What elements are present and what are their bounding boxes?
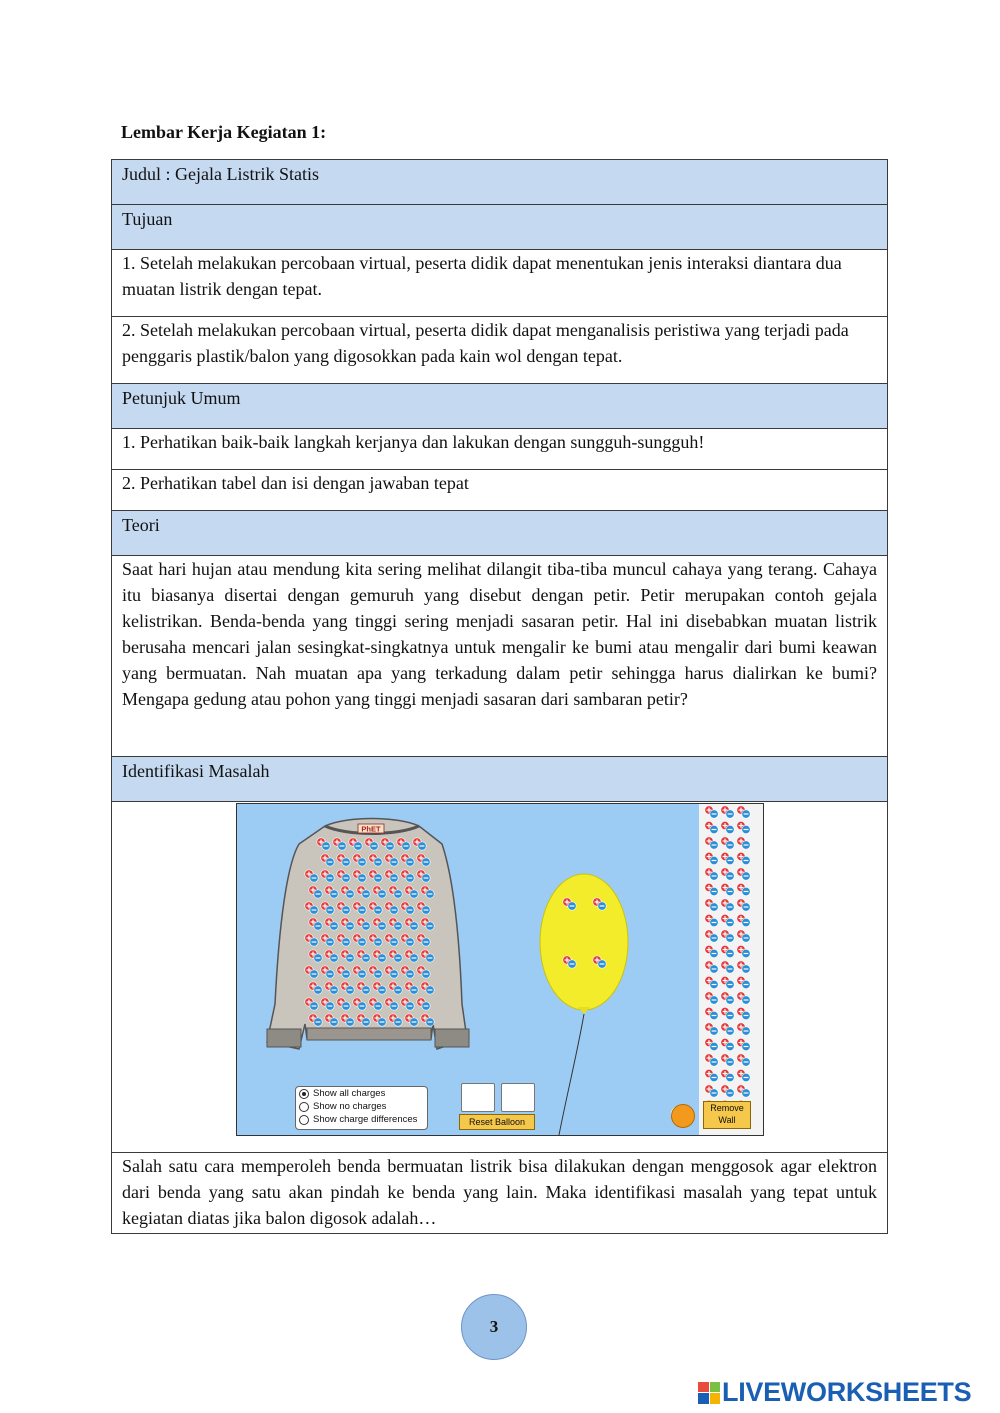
worksheet-table <box>111 159 888 1234</box>
refresh-icon[interactable] <box>671 1104 695 1128</box>
simulation-cell <box>112 802 888 1153</box>
two-balloons-button[interactable] <box>501 1083 535 1112</box>
brand-watermark <box>698 1377 971 1408</box>
reset-balloon-button[interactable]: Reset Balloon <box>459 1114 535 1130</box>
petunjuk-header: Petunjuk Umum <box>112 384 888 429</box>
remove-wall-button[interactable]: Remove Wall <box>703 1101 751 1129</box>
teori-text: Saat hari hujan atau mendung kita sering melihat dilangit tiba-tiba muncul cahaya yang terang. Cahaya itu biasanya disertai dengan gemuruh yang disebut dengan petir. Petir merupakan contoh gejala kelistrikan. Benda-benda yang tinggi sering menjadi sasaran petir. Hal ini disebabkan muatan listrik berusaha mencari jalan sesingkat-singkatnya untuk mengalir ke bumi atau mengalir dari bumi keawan yang bermuatan. Nah muatan apa yang terkadung dalam petir sehingga harus dialirkan ke bumi? Mengapa gedung atau pohon yang tinggi menjadi sasaran dari sambaran petir? <box>112 556 888 757</box>
petunjuk-item-1: 1. Perhatikan baik-baik langkah kerjanya dan lakukan dengan sungguh-sungguh! <box>112 429 888 470</box>
option-show-differences[interactable]: Show charge differences <box>299 1113 427 1126</box>
tujuan-item-1: 1. Setelah melakukan percobaan virtual, peserta didik dapat menentukan jenis interaksi diantara dua muatan listrik dengan tepat. <box>112 250 888 317</box>
balloon[interactable] <box>540 874 628 1135</box>
radio-icon[interactable] <box>299 1089 309 1099</box>
option-show-none[interactable]: Show no charges <box>299 1100 427 1113</box>
liveworksheets-logo-icon <box>698 1382 720 1404</box>
identifikasi-text: Salah satu cara memperoleh benda bermuatan listrik bisa dilakukan dengan menggosok agar elektron dari benda yang satu akan pindah ke benda yang lain. Maka identifikasi masalah yang tepat untuk kegiatan diatas jika balon digosok adalah… <box>112 1153 888 1234</box>
charge-options <box>295 1086 428 1130</box>
balloon-simulation-image <box>236 803 764 1136</box>
teori-header: Teori <box>112 511 888 556</box>
sweater <box>267 819 469 1050</box>
brand-name: LIVEWORKSHEETS <box>722 1377 972 1407</box>
radio-icon[interactable] <box>299 1102 309 1112</box>
radio-icon[interactable] <box>299 1115 309 1125</box>
single-balloon-button[interactable] <box>461 1083 495 1112</box>
petunjuk-item-2: 2. Perhatikan tabel dan isi dengan jawaban tepat <box>112 470 888 511</box>
identifikasi-header: Identifikasi Masalah <box>112 757 888 802</box>
title-row: Judul : Gejala Listrik Statis <box>112 160 888 205</box>
tujuan-item-2: 2. Setelah melakukan percobaan virtual, peserta didik dapat menganalisis peristiwa yang terjadi pada penggaris plastik/balon yang digosokkan pada kain wol dengan tepat. <box>112 317 888 384</box>
page-number: 3 <box>461 1294 527 1360</box>
worksheet-heading: Lembar Kerja Kegiatan 1: <box>121 122 327 142</box>
option-show-all[interactable]: Show all charges <box>299 1087 427 1100</box>
sweater-label: PhET <box>361 824 381 834</box>
tujuan-header: Tujuan <box>112 205 888 250</box>
